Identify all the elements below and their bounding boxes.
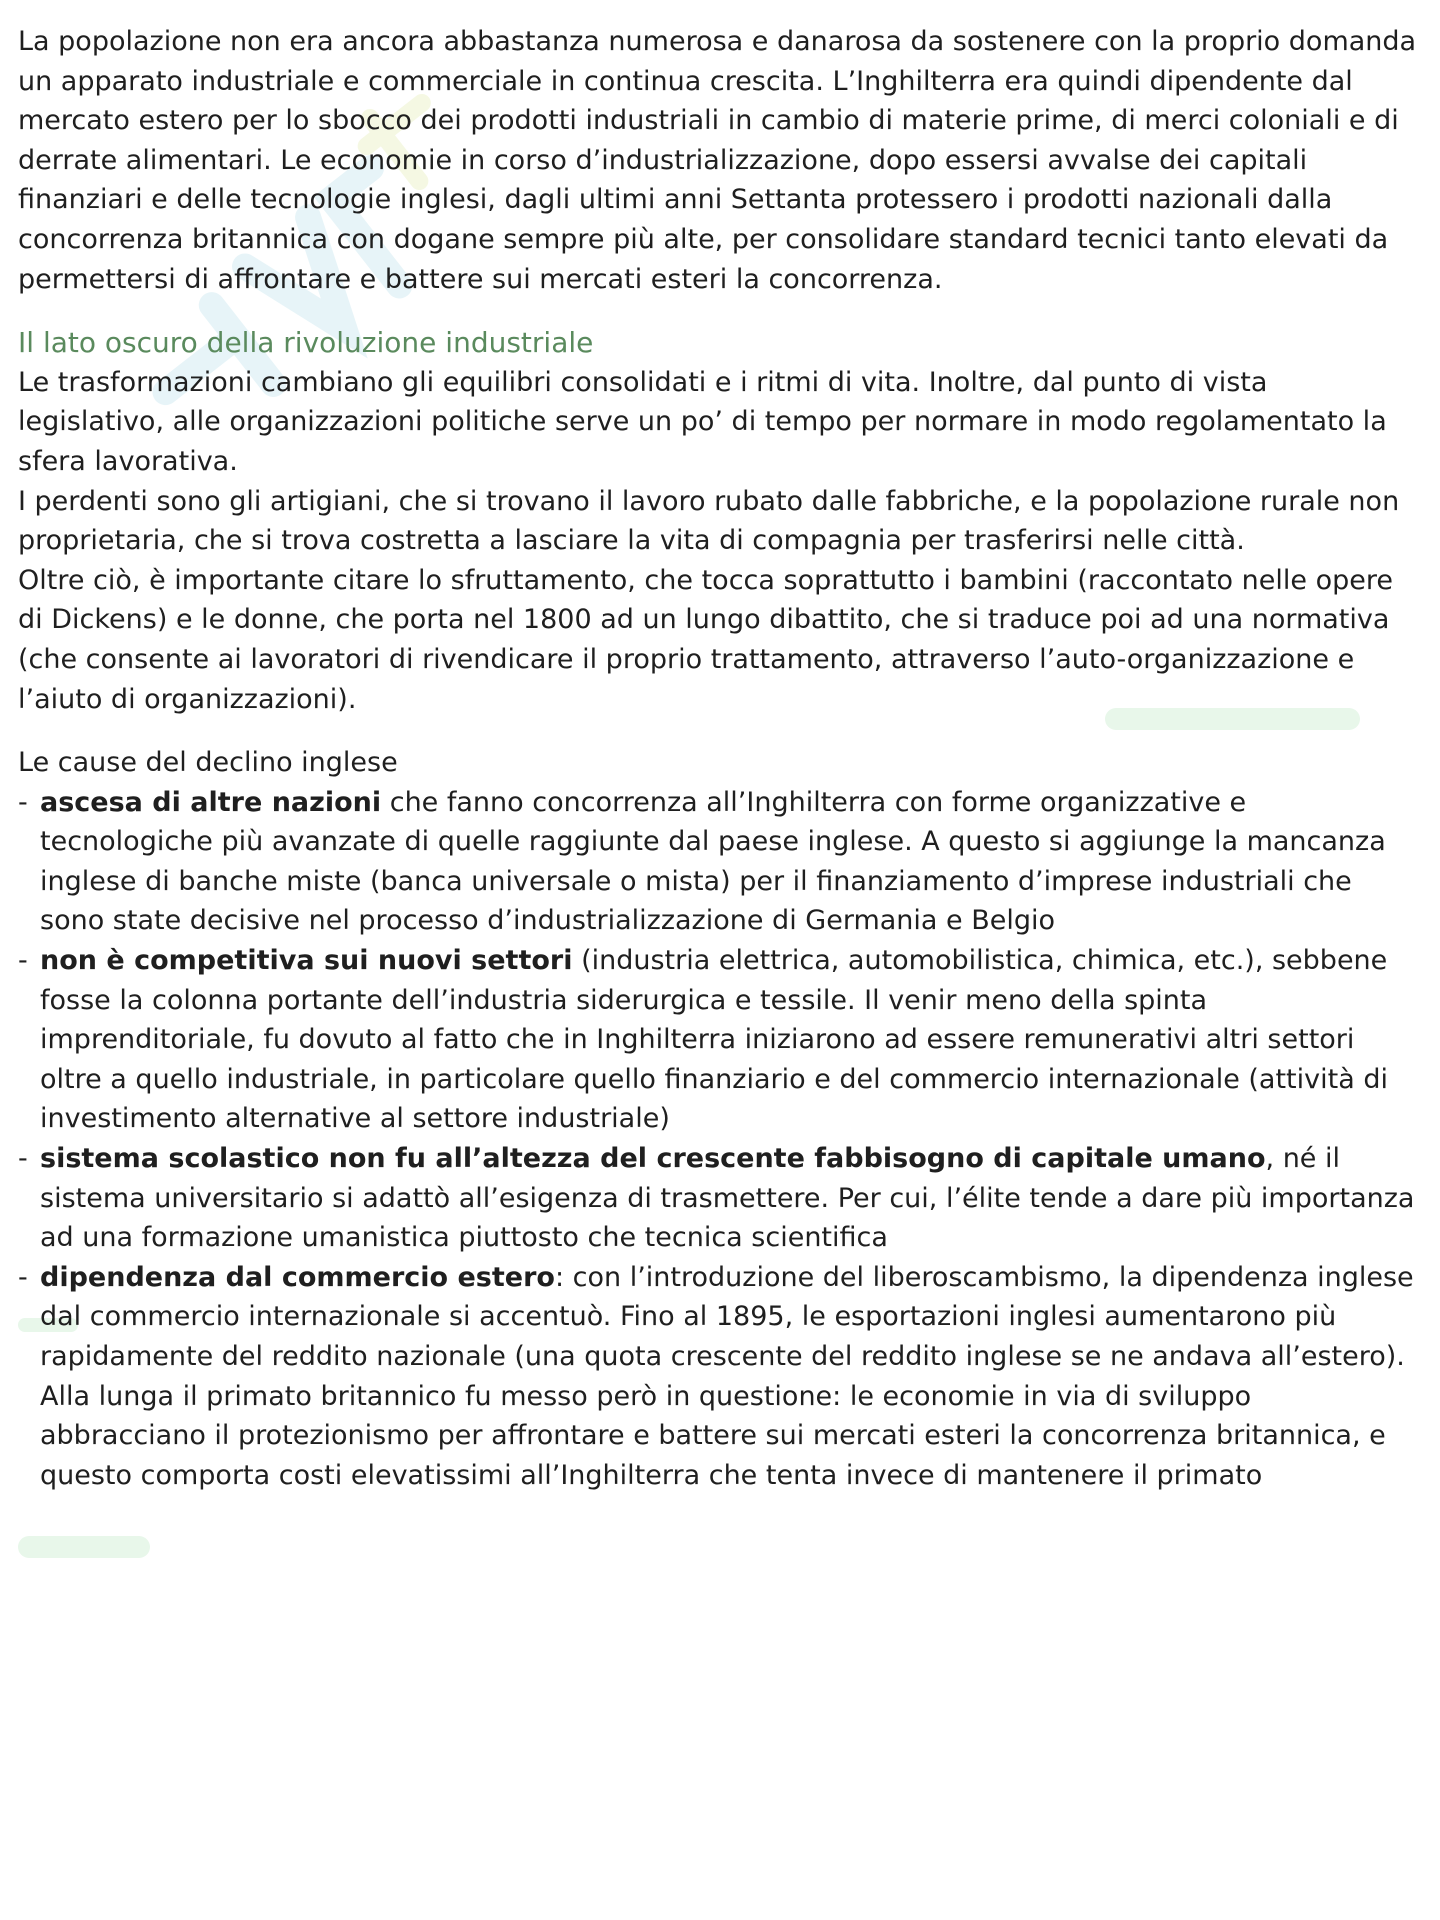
cause-list-item	[18, 1258, 1422, 1496]
cause-list-item	[18, 783, 1422, 941]
cause-bold: non è competitiva sui nuovi settori	[40, 945, 573, 977]
document-page	[18, 22, 1422, 1495]
cause-text: : con l’introduzione del liberoscambismo, la dipendenza inglese dal commercio internazionale si accentuò. Fino al 1895, le esportazioni inglesi aumentarono più rapidamente del reddito nazionale (una quota crescente del reddito inglese se ne andava all’estero). Alla lunga il primato britannico fu messo però in questione: le economie in via di sviluppo abbracciano il protezionismo per affrontare e battere sui mercati esteri la concorrenza britannica, e questo comporta costi elevatissimi all’Inghilterra che tenta invece di mantenere il primato	[40, 1261, 1414, 1491]
decline-heading: Le cause del declino inglese	[18, 747, 398, 779]
cause-text: (industria elettrica, automobilistica, chimica, etc.), sebbene fosse la colonna portante dell’industria siderurgica e tessile. Il venir meno della spinta imprenditoriale, fu dovuto al fatto che in Inghilterra iniziarono ad essere remunerativi altri settori oltre a quello industriale, in particolare quello finanziario e del commercio internazionale (attività di investimento alternative al settore industriale)	[40, 945, 1388, 1135]
cause-bold: ascesa di altre nazioni	[40, 786, 382, 818]
section-heading: Il lato oscuro della rivoluzione industriale	[18, 326, 594, 360]
dark-side-paragraph-3: Oltre ciò, è importante citare lo sfruttamento, che tocca soprattutto i bambini (raccontato nelle opere di Dickens) e le donne, che porta nel 1800 ad un lungo dibattito, che si traduce poi ad una normativa (che consente ai lavoratori di rivendicare il proprio trattamento, attraverso l’auto-organizzazione e l’aiuto di organizzazioni).	[18, 564, 1393, 715]
cause-list-item	[18, 941, 1422, 1139]
bullet-dash: -	[18, 1143, 28, 1175]
highlight-mark	[18, 1536, 150, 1558]
cause-bold: sistema scolastico non fu all’altezza del crescente fabbisogno di capitale umano	[40, 1143, 1266, 1175]
bullet-dash: -	[18, 786, 28, 818]
dark-side-paragraph-1: Le trasformazioni cambiano gli equilibri consolidati e i ritmi di vita. Inoltre, dal punto di vista legislativo, alle organizzazioni politiche serve un po’ di tempo per normare in modo regolamentato la sfera lavorativa.	[18, 366, 1387, 477]
cause-list-item	[18, 1139, 1422, 1258]
cause-text: , né il sistema universitario si adattò all’esigenza di trasmettere. Per cui, l’élite tende a dare più importanza ad una formazione umanistica piuttosto che tecnica scientifica	[40, 1143, 1415, 1254]
cause-bold: dipendenza dal commercio estero	[40, 1261, 555, 1293]
bullet-dash: -	[18, 945, 28, 977]
dark-side-paragraph-2: I perdenti sono gli artigiani, che si trovano il lavoro rubato dalle fabbriche, e la popolazione rurale non proprietaria, che si trova costretta a lasciare la vita di compagnia per trasferirsi nelle città.	[18, 485, 1400, 557]
bullet-dash: -	[18, 1261, 28, 1293]
intro-paragraph: La popolazione non era ancora abbastanza numerosa e danarosa da sostenere con la proprio domanda un apparato industriale e commerciale in continua crescita. L’Inghilterra era quindi dipendente dal mercato estero per lo sbocco dei prodotti industriali in cambio di materie prime, di merci coloniali e di derrate alimentari. Le economie in corso d’industrializzazione, dopo essersi avvalse dei capitali finanziari e delle tecnologie inglesi, dagli ultimi anni Settanta protessero i prodotti nazionali dalla concorrenza britannica con dogane sempre più alte, per consolidare standard tecnici tanto elevati da permettersi di affrontare e battere sui mercati esteri la concorrenza.	[18, 26, 1417, 295]
cause-text: che fanno concorrenza all’Inghilterra con forme organizzative e tecnologiche più avanzate di quelle raggiunte dal paese inglese. A questo si aggiunge la mancanza inglese di banche miste (banca universale o mista) per il finanziamento d’imprese industriali che sono state decisive nel processo d’industrializzazione di Germania e Belgio	[40, 786, 1386, 937]
